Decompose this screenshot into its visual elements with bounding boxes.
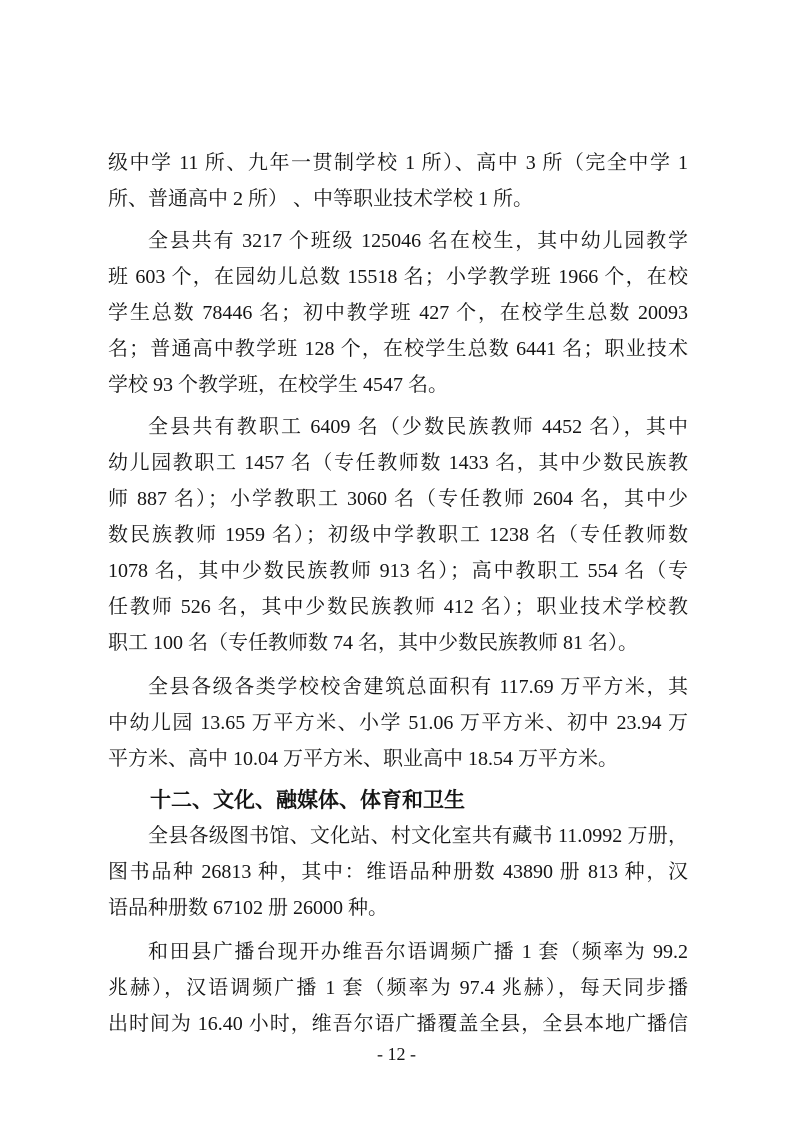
paragraph-staff <box>108 409 688 661</box>
paragraph-line: 中幼儿园 13.65 万平方米、小学 51.06 万平方米、初中 23.94 万 <box>108 712 688 734</box>
paragraph-line: 语品种册数 67102 册 26000 种。 <box>108 897 388 919</box>
paragraph-line: 平方米、高中 10.04 万平方米、职业高中 18.54 万平方米。 <box>108 748 618 770</box>
paragraph-line: 兆赫），汉语调频广播 1 套（频率为 97.4 兆赫），每天同步播 <box>108 977 688 999</box>
paragraph-classes-students <box>108 223 688 403</box>
paragraph-line: 图书品种 26813 种，其中：维语品种册数 43890 册 813 种，汉 <box>108 861 688 883</box>
paragraph-line: 班 603 个，在园幼儿总数 15518 名；小学教学班 1966 个，在校 <box>108 266 688 288</box>
paragraph-line: 全县共有教职工 6409 名（少数民族教师 4452 名），其中 <box>148 416 688 438</box>
section-heading: 十二、文化、融媒体、体育和卫生 <box>150 788 465 812</box>
paragraph-building-area <box>108 669 688 777</box>
paragraph-line: 全县各级图书馆、文化站、村文化室共有藏书 11.0992 万册， <box>148 825 688 847</box>
paragraph-broadcasting <box>108 934 688 1042</box>
paragraph-line: 和田县广播台现开办维吾尔语调频广播 1 套（频率为 99.2 <box>148 941 688 963</box>
paragraph-line: 出时间为 16.40 小时，维吾尔语广播覆盖全县，全县本地广播信 <box>108 1013 688 1035</box>
paragraph-schools-continued <box>108 145 688 217</box>
paragraph-line: 数民族教师 1959 名）；初级中学教职工 1238 名（专任教师数 <box>108 524 688 546</box>
paragraph-line: 全县各级各类学校校舍建筑总面积有 117.69 万平方米，其 <box>148 676 688 698</box>
paragraph-library-collection <box>108 818 688 926</box>
paragraph-line: 名；普通高中教学班 128 个，在校学生总数 6441 名；职业技术 <box>108 338 688 360</box>
paragraph-line: 学生总数 78446 名；初中教学班 427 个，在校学生总数 20093 <box>108 302 688 324</box>
paragraph-line: 级中学 11 所、九年一贯制学校 1 所）、高中 3 所（完全中学 1 <box>108 152 688 174</box>
page-number: - 12 - <box>377 1044 416 1064</box>
paragraph-line: 任教师 526 名，其中少数民族教师 412 名）；职业技术学校教 <box>108 596 688 618</box>
paragraph-line: 师 887 名）；小学教职工 3060 名（专任教师 2604 名，其中少 <box>108 488 688 510</box>
paragraph-line: 全县共有 3217 个班级 125046 名在校生，其中幼儿园教学 <box>148 230 688 252</box>
paragraph-line: 幼儿园教职工 1457 名（专任教师数 1433 名，其中少数民族教 <box>108 452 688 474</box>
paragraph-line: 1078 名，其中少数民族教师 913 名）；高中教职工 554 名（专 <box>108 560 688 582</box>
paragraph-line: 所、普通高中 2 所） 、中等职业技术学校 1 所。 <box>108 188 533 210</box>
paragraph-line: 学校 93 个教学班，在校学生 4547 名。 <box>108 374 448 396</box>
paragraph-line: 职工 100 名（专任教师数 74 名，其中少数民族教师 81 名）。 <box>108 632 638 654</box>
